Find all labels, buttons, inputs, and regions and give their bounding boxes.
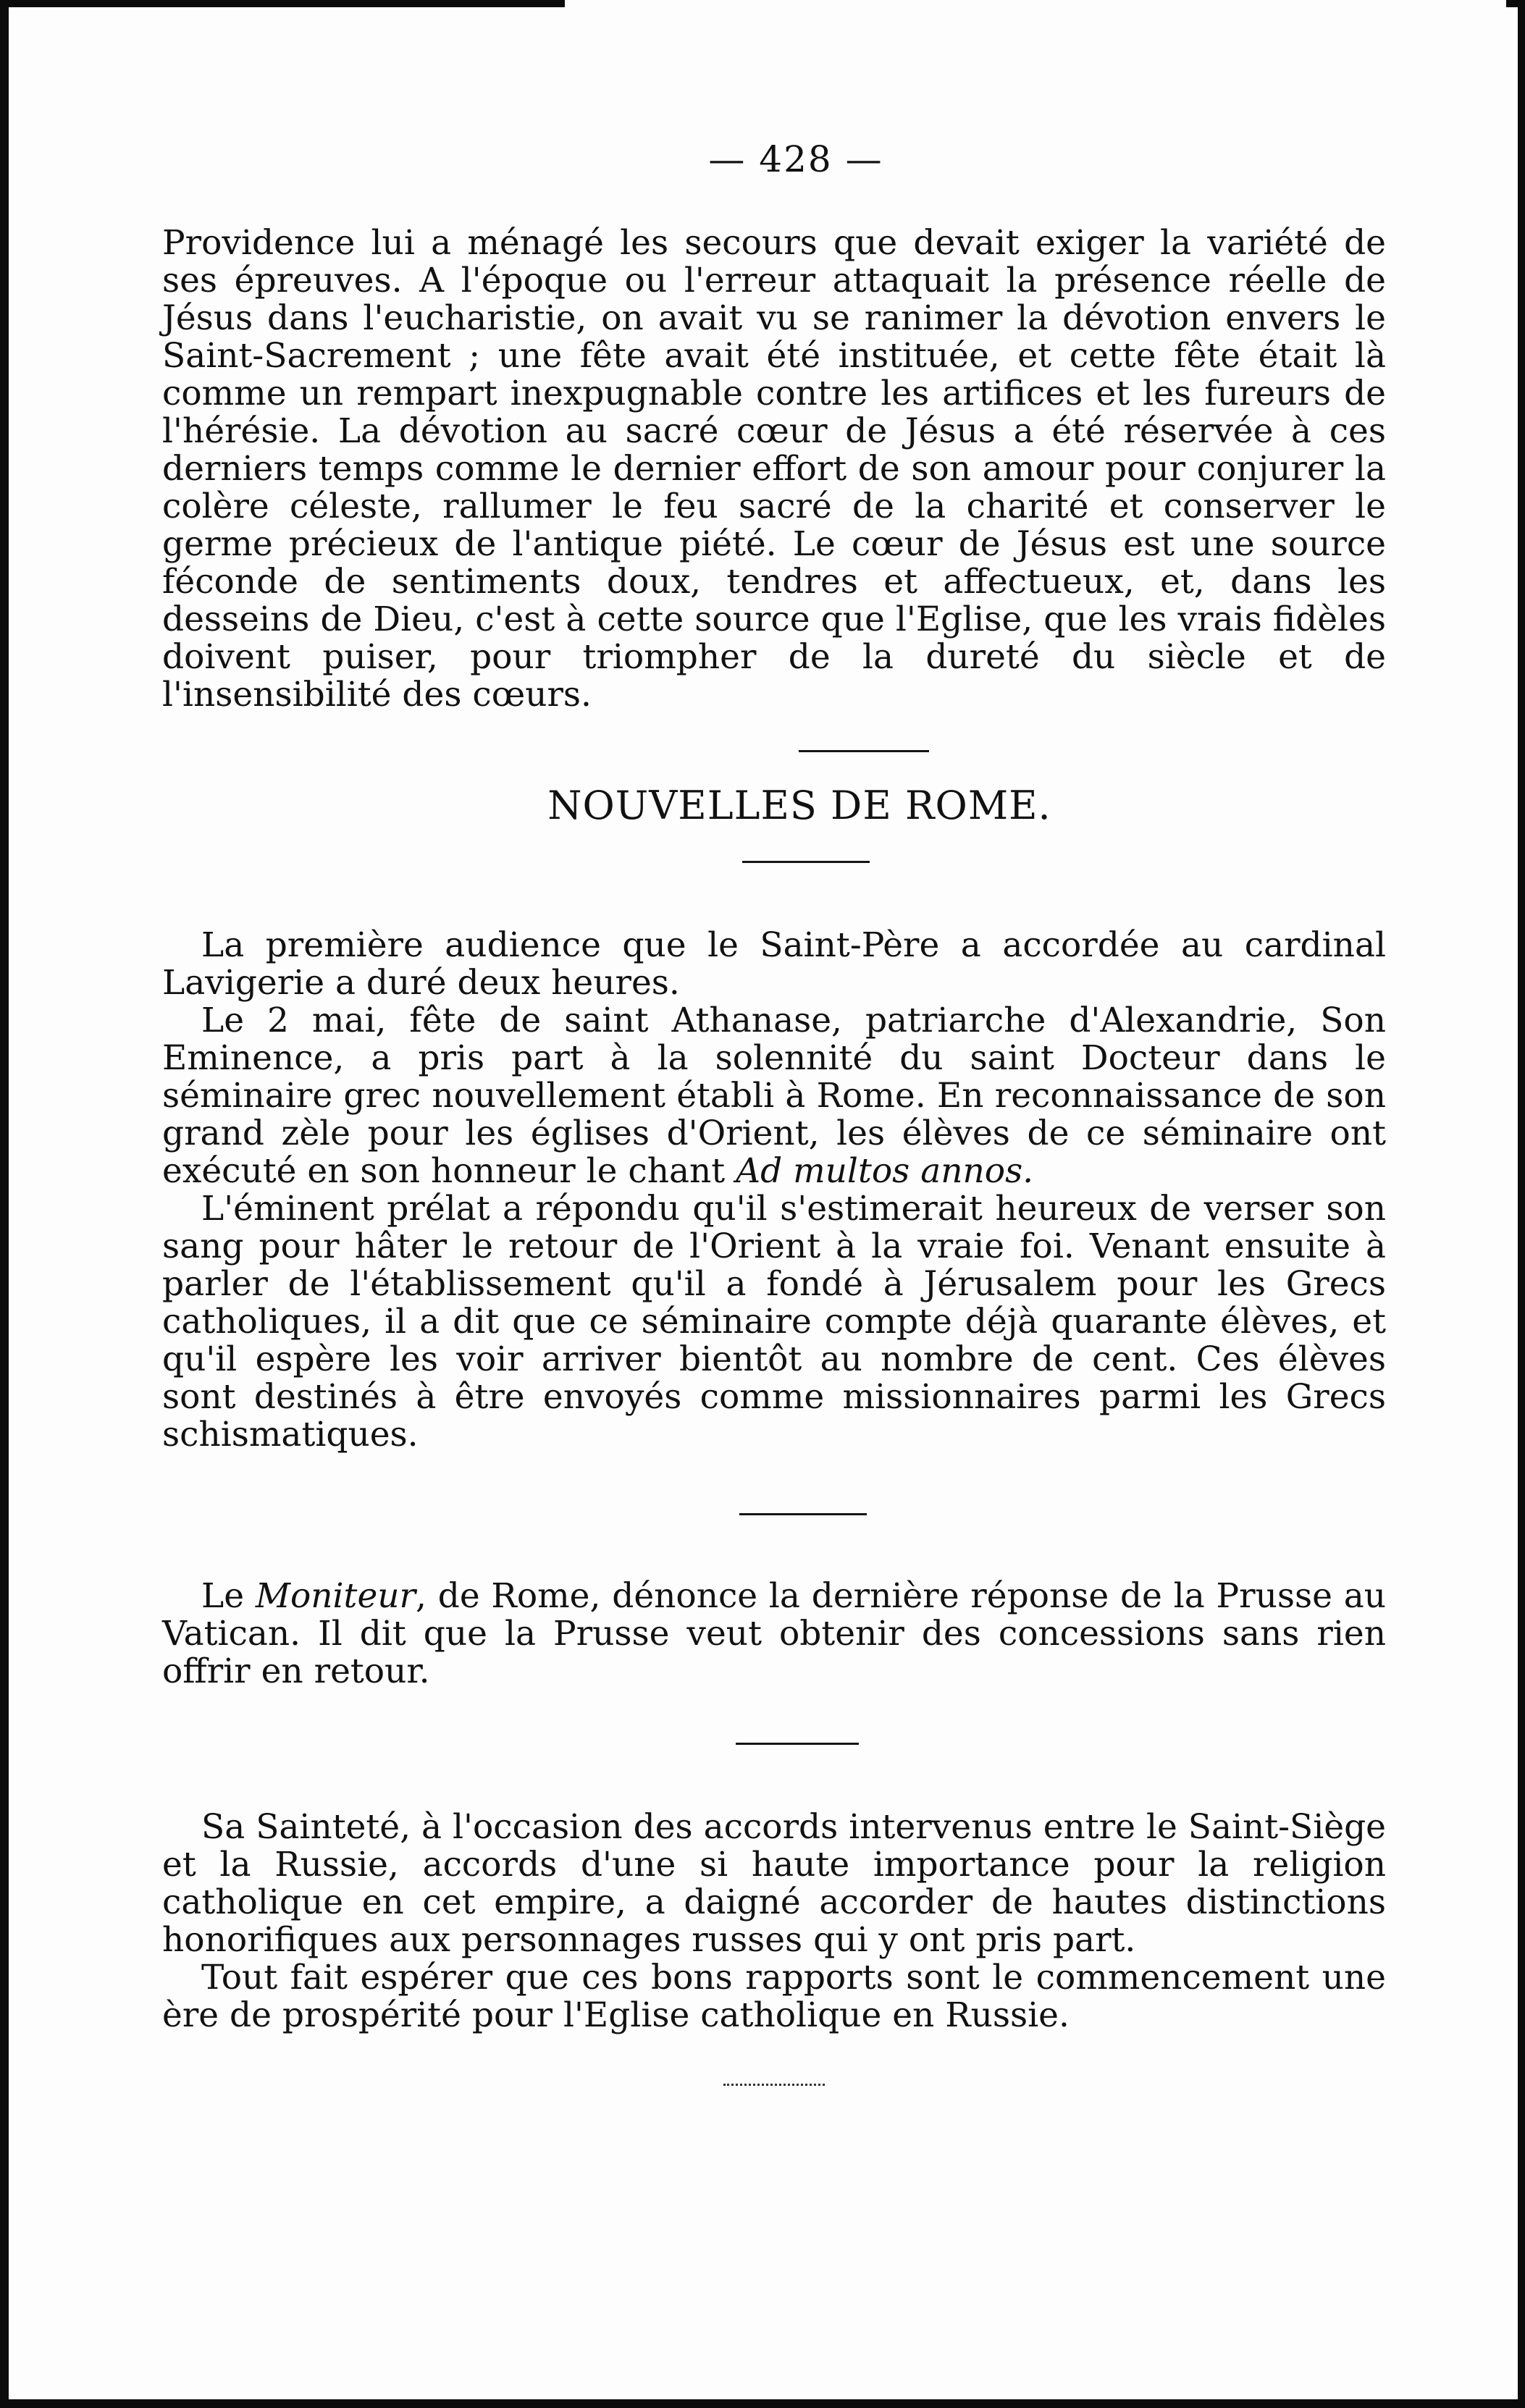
paragraph-prelat: L'éminent prélat a répondu qu'il s'estimerait heureux de verser son sang pour hâter le retour de l'Orient à la vraie foi. Venant ensuite à parler de l'établissement qu'il a fondé à Jérusalem pour les Grecs catholiques, il a dit que ce séminaire compte déjà quarante élèves, et qu'il espère les voir arriver bientôt au nombre de cent. Ces élèves sont destinés à être envoyés comme missionnaires parmi les Grecs schismatiques. [162,1189,1386,1455]
paragraph-athanase-italic: Ad multos annos. [736,1151,1034,1191]
paragraph-athanase [162,1002,1386,1190]
paragraph-moniteur-italic: Moniteur [255,1576,416,1616]
scan-edge-bottom [0,2399,1525,2408]
page-number: — 428 — [708,138,883,180]
paragraph-moniteur [162,1578,1386,1691]
text-column [162,138,1386,2086]
section-divider [799,750,929,752]
scan-edge-top-gap [565,0,1506,7]
section-heading: NOUVELLES DE ROME. [547,783,1051,828]
paragraph-moniteur-rest: , de Rome, dénonce la dernière réponse de la Prusse au Vatican. Il dit que la Prusse veut obtenir des concessions sans rien offrir en retour. [162,1576,1387,1691]
paragraph-providence: Providence lui a ménagé les secours que devait exiger la variété de ses épreuves. A l'époque ou l'erreur attaquait la présence réelle de Jésus dans l'eucharistie, on avait vu se ranimer la dévotion envers le Saint-Sacrement ; une fête avait été instituée, et cette fête était là comme un rempart inexpugnable contre les artifices et les fureurs de l'hérésie. La dévotion au sacré cœur de Jésus a été réservée à ces derniers temps comme le dernier effort de son amour pour conjurer la colère céleste, rallumer le feu sacré de la charité et conserver le germe précieux de l'antique piété. Le cœur de Jésus est une source féconde de sentiments doux, tendres et affectueux, et, dans les desseins de Dieu, c'est à cette source que l'Eglise, que les vrais fidèles doivent puiser, pour triompher de la dureté du siècle et de l'insensibilité des cœurs. [162,223,1386,715]
paragraph-moniteur-start: Le [201,1576,256,1616]
news-divider-1 [739,1513,867,1515]
paragraph-audience: La première audience que le Saint-Père a accordée au cardinal Lavigerie a duré deux heures. [162,925,1386,1003]
heading-divider [742,861,870,863]
paragraph-athanase-text: Le 2 mai, fête de saint Athanase, patriarche d'Alexandrie, Son Eminence, a pris part à la solennité du saint Docteur dans le séminaire grec nouvellement établi à Rome. En reconnaissance de son grand zèle pour les églises d'Orient, les élèves de ce séminaire ont exécuté en son honneur le chant [162,1001,1386,1191]
paragraph-saintete: Sa Sainteté, à l'occasion des accords intervenus entre le Saint-Siège et la Russie, accords d'une si haute importance pour la religion catholique en cet empire, a daigné accorder de hautes distinctions honorifiques aux personnages russes qui y ont pris part. [162,1807,1386,1960]
news-divider-2 [736,1743,859,1745]
end-divider [723,2084,825,2086]
scan-edge-right [1518,0,1525,2408]
scan-edge-left [0,0,9,2408]
paragraph-espoir: Tout fait espérer que ces bons rapports sont le commencement une ère de prospérité pour l'Eglise catholique en Russie. [162,1958,1386,2035]
